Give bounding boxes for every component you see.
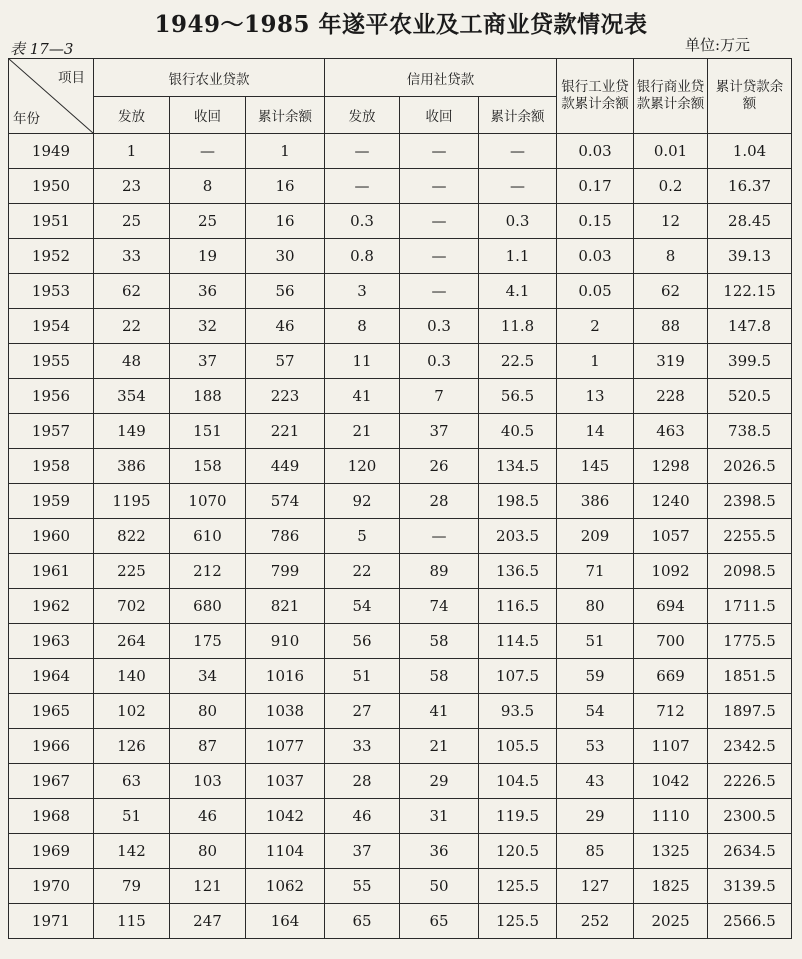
total-balance-cell: 738.5 (708, 414, 792, 449)
coop-recovered-cell: 65 (400, 904, 479, 939)
commerce-balance-cell: 463 (634, 414, 708, 449)
agri-balance-cell: 1 (246, 134, 325, 169)
agri-issued-cell: 822 (94, 519, 170, 554)
total-balance-cell: 16.37 (708, 169, 792, 204)
coop-balance-cell: 125.5 (479, 869, 557, 904)
total-balance-cell: 1.04 (708, 134, 792, 169)
commerce-balance-cell: 88 (634, 309, 708, 344)
table-row (9, 659, 792, 694)
industry-balance-cell: 13 (557, 379, 634, 414)
coop-recovered-cell: — (400, 519, 479, 554)
industry-balance-cell: 14 (557, 414, 634, 449)
agri-recovered-cell: 32 (170, 309, 246, 344)
coop-balance-cell: 203.5 (479, 519, 557, 554)
group-header-bank-agri: 银行农业贷款 (94, 59, 325, 97)
coop-recovered-cell: 21 (400, 729, 479, 764)
agri-balance-cell: 1077 (246, 729, 325, 764)
year-cell: 1957 (9, 414, 94, 449)
year-cell: 1970 (9, 869, 94, 904)
table-row (9, 904, 792, 939)
total-balance-cell: 2566.5 (708, 904, 792, 939)
industry-balance-cell: 386 (557, 484, 634, 519)
coop-recovered-cell: — (400, 274, 479, 309)
industry-balance-cell: 0.17 (557, 169, 634, 204)
coop-balance-cell: 119.5 (479, 799, 557, 834)
coop-issued-cell: — (325, 169, 400, 204)
agri-issued-cell: 702 (94, 589, 170, 624)
coop-recovered-cell: 0.3 (400, 344, 479, 379)
agri-issued-cell: 1 (94, 134, 170, 169)
agri-issued-cell: 386 (94, 449, 170, 484)
agri-balance-cell: 1038 (246, 694, 325, 729)
table-row (9, 134, 792, 169)
agri-balance-cell: 910 (246, 624, 325, 659)
table-row (9, 869, 792, 904)
table-row (9, 764, 792, 799)
coop-issued-cell: 51 (325, 659, 400, 694)
page-title: 1949～1985 年遂平农业及工商业贷款情况表 (154, 11, 648, 38)
coop-recovered-cell: — (400, 204, 479, 239)
commerce-balance-cell: 1240 (634, 484, 708, 519)
total-balance-cell: 2398.5 (708, 484, 792, 519)
table-row (9, 204, 792, 239)
agri-issued-cell: 22 (94, 309, 170, 344)
commerce-balance-cell: 712 (634, 694, 708, 729)
coop-balance-cell: 56.5 (479, 379, 557, 414)
commerce-balance-cell: 1107 (634, 729, 708, 764)
agri-balance-cell: 30 (246, 239, 325, 274)
subheader-issued: 发放 (94, 97, 170, 134)
industry-balance-cell: 0.15 (557, 204, 634, 239)
coop-issued-cell: 55 (325, 869, 400, 904)
coop-balance-cell: 40.5 (479, 414, 557, 449)
coop-balance-cell: 11.8 (479, 309, 557, 344)
agri-issued-cell: 115 (94, 904, 170, 939)
commerce-balance-cell: 228 (634, 379, 708, 414)
coop-recovered-cell: — (400, 134, 479, 169)
agri-recovered-cell: 25 (170, 204, 246, 239)
agri-recovered-cell: 1070 (170, 484, 246, 519)
coop-recovered-cell: 58 (400, 624, 479, 659)
year-cell: 1956 (9, 379, 94, 414)
table-row (9, 624, 792, 659)
coop-issued-cell: 8 (325, 309, 400, 344)
year-cell: 1961 (9, 554, 94, 589)
commerce-balance-cell: 1825 (634, 869, 708, 904)
commerce-balance-cell: 8 (634, 239, 708, 274)
agri-balance-cell: 16 (246, 204, 325, 239)
subheader-recovered: 收回 (400, 97, 479, 134)
agri-recovered-cell: 680 (170, 589, 246, 624)
table-row (9, 169, 792, 204)
coop-issued-cell: 0.8 (325, 239, 400, 274)
agri-recovered-cell: 34 (170, 659, 246, 694)
year-cell: 1949 (9, 134, 94, 169)
agri-recovered-cell: 610 (170, 519, 246, 554)
loan-table (8, 58, 792, 939)
coop-balance-cell: 120.5 (479, 834, 557, 869)
coop-recovered-cell: 7 (400, 379, 479, 414)
agri-recovered-cell: 37 (170, 344, 246, 379)
commerce-balance-cell: 1325 (634, 834, 708, 869)
coop-balance-cell: 93.5 (479, 694, 557, 729)
coop-issued-cell: 5 (325, 519, 400, 554)
agri-issued-cell: 140 (94, 659, 170, 694)
coop-recovered-cell: 37 (400, 414, 479, 449)
coop-issued-cell: 11 (325, 344, 400, 379)
agri-recovered-cell: 8 (170, 169, 246, 204)
coop-recovered-cell: 74 (400, 589, 479, 624)
agri-balance-cell: 16 (246, 169, 325, 204)
table-row (9, 274, 792, 309)
industry-balance-cell: 1 (557, 344, 634, 379)
coop-issued-cell: 0.3 (325, 204, 400, 239)
coop-recovered-cell: 29 (400, 764, 479, 799)
agri-issued-cell: 33 (94, 239, 170, 274)
year-cell: 1952 (9, 239, 94, 274)
year-cell: 1950 (9, 169, 94, 204)
agri-issued-cell: 51 (94, 799, 170, 834)
coop-recovered-cell: 89 (400, 554, 479, 589)
agri-recovered-cell: 36 (170, 274, 246, 309)
coop-issued-cell: 65 (325, 904, 400, 939)
industry-balance-cell: 0.05 (557, 274, 634, 309)
agri-balance-cell: 799 (246, 554, 325, 589)
header-total: 累计贷款余 额 (708, 59, 792, 134)
coop-recovered-cell: 36 (400, 834, 479, 869)
agri-balance-cell: 449 (246, 449, 325, 484)
coop-balance-cell: 114.5 (479, 624, 557, 659)
total-balance-cell: 2342.5 (708, 729, 792, 764)
agri-issued-cell: 225 (94, 554, 170, 589)
subheader-balance: 累计余额 (246, 97, 325, 134)
coop-issued-cell: 54 (325, 589, 400, 624)
year-cell: 1951 (9, 204, 94, 239)
agri-issued-cell: 354 (94, 379, 170, 414)
agri-balance-cell: 1104 (246, 834, 325, 869)
year-cell: 1971 (9, 904, 94, 939)
agri-balance-cell: 56 (246, 274, 325, 309)
coop-balance-cell: — (479, 169, 557, 204)
agri-recovered-cell: 151 (170, 414, 246, 449)
corner-header (9, 59, 94, 134)
agri-balance-cell: 46 (246, 309, 325, 344)
total-balance-cell: 147.8 (708, 309, 792, 344)
total-balance-cell: 2255.5 (708, 519, 792, 554)
year-cell: 1963 (9, 624, 94, 659)
total-balance-cell: 28.45 (708, 204, 792, 239)
total-balance-cell: 122.15 (708, 274, 792, 309)
corner-year-label: 年份 (13, 111, 40, 127)
coop-issued-cell: 28 (325, 764, 400, 799)
agri-balance-cell: 574 (246, 484, 325, 519)
industry-balance-cell: 209 (557, 519, 634, 554)
coop-recovered-cell: 58 (400, 659, 479, 694)
coop-balance-cell: 116.5 (479, 589, 557, 624)
commerce-balance-cell: 1092 (634, 554, 708, 589)
agri-issued-cell: 126 (94, 729, 170, 764)
total-balance-cell: 1851.5 (708, 659, 792, 694)
commerce-balance-cell: 12 (634, 204, 708, 239)
total-balance-cell: 1711.5 (708, 589, 792, 624)
industry-balance-cell: 43 (557, 764, 634, 799)
table-row (9, 589, 792, 624)
coop-balance-cell: 4.1 (479, 274, 557, 309)
agri-recovered-cell: 103 (170, 764, 246, 799)
coop-balance-cell: 1.1 (479, 239, 557, 274)
subheader-issued: 发放 (325, 97, 400, 134)
total-balance-cell: 1897.5 (708, 694, 792, 729)
agri-recovered-cell: 80 (170, 694, 246, 729)
coop-balance-cell: 0.3 (479, 204, 557, 239)
industry-balance-cell: 2 (557, 309, 634, 344)
year-cell: 1968 (9, 799, 94, 834)
total-balance-cell: 2026.5 (708, 449, 792, 484)
coop-issued-cell: 33 (325, 729, 400, 764)
agri-issued-cell: 63 (94, 764, 170, 799)
table-row (9, 449, 792, 484)
year-cell: 1966 (9, 729, 94, 764)
commerce-balance-cell: 0.01 (634, 134, 708, 169)
total-balance-cell: 2098.5 (708, 554, 792, 589)
coop-recovered-cell: 26 (400, 449, 479, 484)
agri-issued-cell: 142 (94, 834, 170, 869)
agri-balance-cell: 821 (246, 589, 325, 624)
coop-balance-cell: 104.5 (479, 764, 557, 799)
table-row (9, 484, 792, 519)
commerce-balance-cell: 1057 (634, 519, 708, 554)
year-cell: 1962 (9, 589, 94, 624)
total-balance-cell: 2634.5 (708, 834, 792, 869)
coop-balance-cell: — (479, 134, 557, 169)
coop-issued-cell: 56 (325, 624, 400, 659)
industry-balance-cell: 127 (557, 869, 634, 904)
industry-balance-cell: 54 (557, 694, 634, 729)
industry-balance-cell: 85 (557, 834, 634, 869)
industry-balance-cell: 53 (557, 729, 634, 764)
industry-balance-cell: 59 (557, 659, 634, 694)
agri-issued-cell: 1195 (94, 484, 170, 519)
agri-balance-cell: 1062 (246, 869, 325, 904)
table-row (9, 799, 792, 834)
commerce-balance-cell: 0.2 (634, 169, 708, 204)
total-balance-cell: 39.13 (708, 239, 792, 274)
agri-balance-cell: 786 (246, 519, 325, 554)
commerce-balance-cell: 669 (634, 659, 708, 694)
coop-balance-cell: 107.5 (479, 659, 557, 694)
commerce-balance-cell: 2025 (634, 904, 708, 939)
coop-balance-cell: 136.5 (479, 554, 557, 589)
agri-recovered-cell: — (170, 134, 246, 169)
industry-balance-cell: 0.03 (557, 239, 634, 274)
commerce-balance-cell: 62 (634, 274, 708, 309)
coop-issued-cell: 41 (325, 379, 400, 414)
agri-balance-cell: 221 (246, 414, 325, 449)
coop-issued-cell: 37 (325, 834, 400, 869)
agri-recovered-cell: 158 (170, 449, 246, 484)
agri-issued-cell: 62 (94, 274, 170, 309)
table-row (9, 379, 792, 414)
agri-balance-cell: 1016 (246, 659, 325, 694)
table-row (9, 729, 792, 764)
agri-recovered-cell: 188 (170, 379, 246, 414)
header-bank-commerce: 银行商业贷款累计余额 (634, 59, 708, 134)
year-cell: 1959 (9, 484, 94, 519)
year-cell: 1964 (9, 659, 94, 694)
subheader-balance: 累计余额 (479, 97, 557, 134)
year-cell: 1955 (9, 344, 94, 379)
coop-recovered-cell: 41 (400, 694, 479, 729)
year-cell: 1969 (9, 834, 94, 869)
year-cell: 1954 (9, 309, 94, 344)
coop-recovered-cell: 50 (400, 869, 479, 904)
agri-issued-cell: 48 (94, 344, 170, 379)
industry-balance-cell: 0.03 (557, 134, 634, 169)
industry-balance-cell: 71 (557, 554, 634, 589)
coop-issued-cell: — (325, 134, 400, 169)
agri-balance-cell: 223 (246, 379, 325, 414)
agri-balance-cell: 164 (246, 904, 325, 939)
coop-issued-cell: 22 (325, 554, 400, 589)
industry-balance-cell: 145 (557, 449, 634, 484)
coop-recovered-cell: — (400, 239, 479, 274)
total-balance-cell: 2300.5 (708, 799, 792, 834)
agri-issued-cell: 25 (94, 204, 170, 239)
coop-issued-cell: 27 (325, 694, 400, 729)
coop-recovered-cell: 0.3 (400, 309, 479, 344)
coop-issued-cell: 3 (325, 274, 400, 309)
table-row (9, 694, 792, 729)
total-balance-cell: 2226.5 (708, 764, 792, 799)
year-cell: 1965 (9, 694, 94, 729)
table-row (9, 344, 792, 379)
commerce-balance-cell: 694 (634, 589, 708, 624)
table-row (9, 834, 792, 869)
year-cell: 1967 (9, 764, 94, 799)
industry-balance-cell: 29 (557, 799, 634, 834)
total-balance-cell: 3139.5 (708, 869, 792, 904)
agri-issued-cell: 79 (94, 869, 170, 904)
agri-balance-cell: 57 (246, 344, 325, 379)
agri-recovered-cell: 87 (170, 729, 246, 764)
agri-recovered-cell: 121 (170, 869, 246, 904)
total-balance-cell: 1775.5 (708, 624, 792, 659)
total-balance-cell: 399.5 (708, 344, 792, 379)
coop-issued-cell: 92 (325, 484, 400, 519)
coop-recovered-cell: 28 (400, 484, 479, 519)
table-row (9, 414, 792, 449)
industry-balance-cell: 80 (557, 589, 634, 624)
agri-recovered-cell: 19 (170, 239, 246, 274)
commerce-balance-cell: 1298 (634, 449, 708, 484)
industry-balance-cell: 51 (557, 624, 634, 659)
agri-recovered-cell: 46 (170, 799, 246, 834)
subheader-recovered: 收回 (170, 97, 246, 134)
coop-issued-cell: 120 (325, 449, 400, 484)
agri-balance-cell: 1037 (246, 764, 325, 799)
agri-recovered-cell: 247 (170, 904, 246, 939)
corner-item-label: 项目 (58, 70, 85, 86)
agri-recovered-cell: 212 (170, 554, 246, 589)
agri-issued-cell: 102 (94, 694, 170, 729)
year-cell: 1960 (9, 519, 94, 554)
coop-recovered-cell: 31 (400, 799, 479, 834)
agri-issued-cell: 149 (94, 414, 170, 449)
commerce-balance-cell: 1042 (634, 764, 708, 799)
commerce-balance-cell: 1110 (634, 799, 708, 834)
table-row (9, 554, 792, 589)
agri-recovered-cell: 175 (170, 624, 246, 659)
table-row (9, 239, 792, 274)
unit-label: 单位:万元 (684, 36, 750, 54)
agri-balance-cell: 1042 (246, 799, 325, 834)
total-balance-cell: 520.5 (708, 379, 792, 414)
agri-recovered-cell: 80 (170, 834, 246, 869)
group-header-credit-coop: 信用社贷款 (325, 59, 557, 97)
table-number: 表 17—3 (10, 40, 74, 58)
header-bank-industry: 银行工业贷款累计余额 (557, 59, 634, 134)
coop-balance-cell: 125.5 (479, 904, 557, 939)
coop-balance-cell: 105.5 (479, 729, 557, 764)
coop-balance-cell: 22.5 (479, 344, 557, 379)
agri-issued-cell: 264 (94, 624, 170, 659)
coop-balance-cell: 198.5 (479, 484, 557, 519)
year-cell: 1953 (9, 274, 94, 309)
table-body (9, 134, 792, 939)
commerce-balance-cell: 319 (634, 344, 708, 379)
table-row (9, 519, 792, 554)
industry-balance-cell: 252 (557, 904, 634, 939)
coop-issued-cell: 21 (325, 414, 400, 449)
coop-recovered-cell: — (400, 169, 479, 204)
table-row (9, 309, 792, 344)
commerce-balance-cell: 700 (634, 624, 708, 659)
coop-balance-cell: 134.5 (479, 449, 557, 484)
coop-issued-cell: 46 (325, 799, 400, 834)
year-cell: 1958 (9, 449, 94, 484)
agri-issued-cell: 23 (94, 169, 170, 204)
